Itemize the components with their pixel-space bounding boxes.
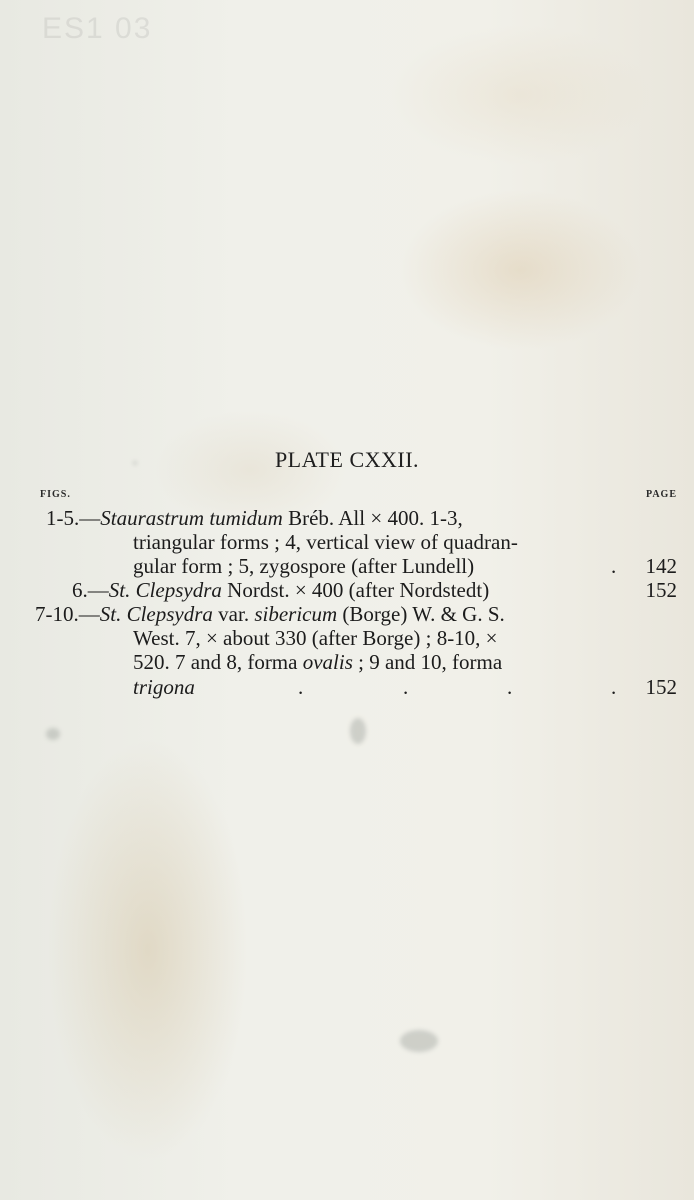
variety-name: sibericum [254,602,338,626]
leader-dot: . [611,554,617,578]
page-number: 152 [645,675,677,699]
ink-spot [400,1030,438,1052]
fig-number: 6. [72,578,88,602]
leader-dot: . [403,675,409,699]
figs-column-header: FIGS. [40,489,71,500]
entry-1-5-line-3: gular form ; 5, zygospore (after Lundell) [133,554,475,578]
entry-6-line-1: 6.—St. Clepsydra Nordst. × 400 (after Nordstedt) [72,578,490,602]
ink-spot [350,718,366,744]
entry-text: ; 9 and 10, forma [352,650,503,674]
entry-text: Bréb. All × 400. 1-3, [282,506,463,530]
leader-dot: . [611,675,617,699]
entry-7-10-line-3 [133,649,502,675]
leader-dot: . [298,675,304,699]
ink-spot [46,728,60,740]
entry-7-10-line-1: 7-10.—St. Clepsydra var. sibericum (Borge) W. & G. S. [35,602,505,626]
entry-7-10-line-2: West. 7, × about 330 (after Borge) ; 8-10, × [133,626,498,650]
entry-7-10-line-4 [133,674,195,700]
species-name: Staurastrum tumidum [100,506,283,530]
entry-text: (Borge) W. & G. S. [337,602,505,626]
page-number: 142 [645,554,677,578]
species-name: St. Clepsydra [108,578,222,602]
leader-dot: . [507,675,513,699]
forma-name: ovalis [302,650,353,674]
var-text: var. [212,602,255,626]
entry-1-5-line-2: triangular forms ; 4, vertical view of quadran- [133,530,518,554]
fig-number: 1-5. [46,506,80,530]
entry-1-5-line-1: 1-5.—Staurastrum tumidum Bréb. All × 400. 1-3, [46,506,463,530]
plate-title: PLATE CXXII. [274,447,420,472]
page-number: 152 [645,578,677,602]
fig-number: 7-10. [35,602,79,626]
species-name: St. Clepsydra [99,602,213,626]
entry-text: Nordst. × 400 (after Nordstedt) [221,578,490,602]
forma-name: trigona [133,675,195,699]
entry-text: 520. 7 and 8, forma [133,650,303,674]
bleed-through-text: ES1 03 [42,12,153,45]
page-column-header: PAGE [645,489,677,500]
